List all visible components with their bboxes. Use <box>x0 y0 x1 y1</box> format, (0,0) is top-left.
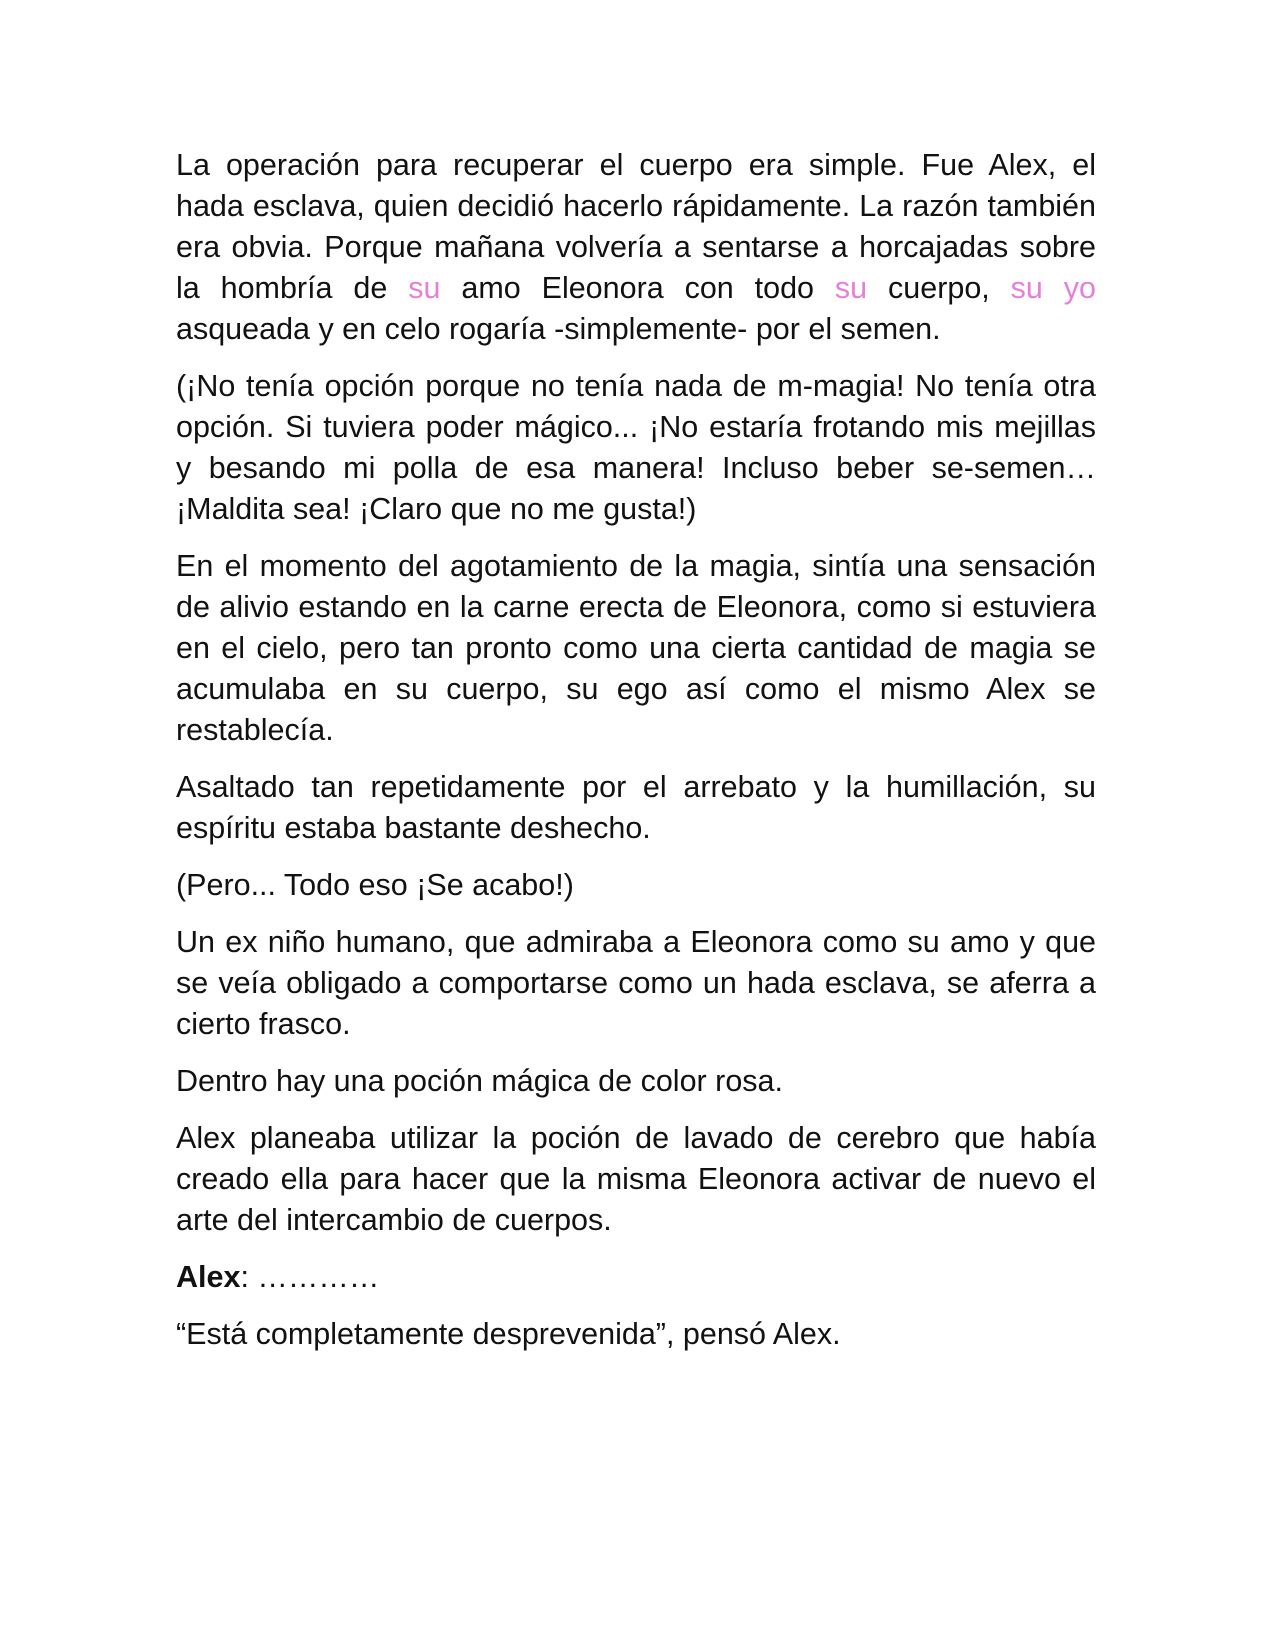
highlight-su-1: su <box>408 271 441 305</box>
speaker-name: Alex <box>176 1260 241 1294</box>
paragraph-1-text-c: cuerpo, <box>867 271 1011 305</box>
paragraph-4: Asaltado tan repetidamente por el arrebato y la humillación, su espíritu estaba bastante deshecho. <box>176 770 1096 845</box>
paragraph-6: Un ex niño humano, que admiraba a Eleonora como su amo y que se veía obligado a comportarse como un hada esclava, se aferra a cierto frasco. <box>176 925 1096 1041</box>
dialogue-line <box>176 1257 1096 1298</box>
paragraph-7: Dentro hay una poción mágica de color rosa. <box>176 1064 783 1098</box>
document-page <box>176 145 1096 1371</box>
paragraph-1-text-a: La operación para recuperar el cuerpo era simple. Fue Alex, el hada esclava, quien decidió hacerlo rápidamente. La razón también era obvia. Porque mañana volvería a sentarse a horcajadas sobre la hombría de <box>176 148 1096 305</box>
paragraph-1-text-d: asqueada y en celo rogaría -simplemente- por el semen. <box>176 312 941 346</box>
dialogue-text: : ………… <box>240 1260 380 1294</box>
paragraph-1-text-b: amo Eleonora con todo <box>440 271 835 305</box>
highlight-su-yo: su yo <box>1010 271 1096 305</box>
paragraph-3: En el momento del agotamiento de la magia, sintía una sensación de alivio estando en la carne erecta de Eleonora, como si estuviera en el cielo, pero tan pronto como una cierta cantidad de magia se acumulaba en su cuerpo, su ego así como el mismo Alex se restablecía. <box>176 549 1096 747</box>
paragraph-8: Alex planeaba utilizar la poción de lavado de cerebro que había creado ella para hacer que la misma Eleonora activar de nuevo el arte del intercambio de cuerpos. <box>176 1121 1096 1237</box>
paragraph-1 <box>176 145 1096 350</box>
highlight-su-2: su <box>834 271 868 305</box>
paragraph-5: (Pero... Todo eso ¡Se acabo!) <box>176 868 574 902</box>
paragraph-2: (¡No tenía opción porque no tenía nada de m-magia! No tenía otra opción. Si tuviera poder mágico... ¡No estaría frotando mis mejillas y besando mi polla de esa manera! Incluso beber se-semen… ¡Maldita sea! ¡Claro que no me gusta!) <box>176 369 1096 526</box>
paragraph-10: “Está completamente desprevenida”, pensó Alex. <box>176 1317 841 1351</box>
